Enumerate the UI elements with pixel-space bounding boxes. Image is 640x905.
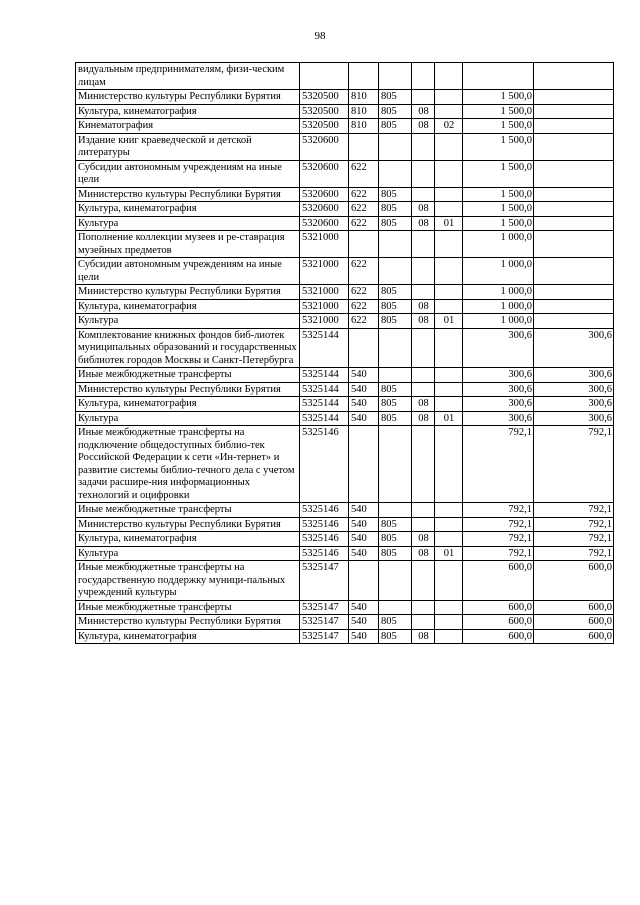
row-name-cell: Пополнение коллекции музеев и ре-ставрация музейных предметов [76,231,300,258]
table-row [76,397,614,412]
ministry-code-cell [379,368,412,383]
federal-amount-cell [534,216,614,231]
ministry-code-cell: 805 [379,285,412,300]
federal-amount-cell: 792,1 [534,517,614,532]
target-code-cell: 5321000 [300,299,349,314]
ministry-code-cell: 805 [379,119,412,134]
section-cell: 08 [412,397,435,412]
subsection-cell: 01 [435,216,463,231]
subsection-cell [435,532,463,547]
amount-cell [463,63,534,90]
expense-type-cell: 540 [349,382,379,397]
row-name-cell: Комплектование книжных фондов биб-лиотек муниципальных образований и государственных библиотек городов Москвы и Санкт-Петербурга [76,328,300,368]
subsection-cell [435,231,463,258]
page-number: 98 [314,30,326,42]
subsection-cell: 01 [435,546,463,561]
section-cell [412,615,435,630]
target-code-cell: 5325147 [300,629,349,644]
subsection-cell [435,426,463,503]
amount-cell: 792,1 [463,503,534,518]
row-name-cell: Культура [76,314,300,329]
federal-amount-cell: 300,6 [534,328,614,368]
amount-cell: 300,6 [463,411,534,426]
section-cell: 08 [412,546,435,561]
subsection-cell: 01 [435,411,463,426]
section-cell: 08 [412,532,435,547]
federal-amount-cell [534,231,614,258]
budget-table [75,62,614,644]
ministry-code-cell [379,258,412,285]
row-name-cell: Иные межбюджетные трансферты на подключение общедоступных библио-тек Российской Федерации к сети «Ин-тернет» и развитие системы библио-течного дела с учетом задачи расшире-ния информационных технологий и оцифровки [76,426,300,503]
federal-amount-cell: 600,0 [534,629,614,644]
row-name-cell: Кинематография [76,119,300,134]
section-cell: 08 [412,104,435,119]
federal-amount-cell [534,104,614,119]
row-name-cell: Культура, кинематография [76,532,300,547]
table-row [76,561,614,601]
ministry-code-cell [379,231,412,258]
target-code-cell: 5321000 [300,231,349,258]
subsection-cell [435,382,463,397]
amount-cell: 1 500,0 [463,104,534,119]
target-code-cell: 5320600 [300,216,349,231]
subsection-cell [435,328,463,368]
expense-type-cell [349,561,379,601]
subsection-cell [435,600,463,615]
expense-type-cell: 540 [349,503,379,518]
expense-type-cell: 810 [349,119,379,134]
amount-cell: 1 000,0 [463,258,534,285]
expense-type-cell: 622 [349,299,379,314]
section-cell [412,187,435,202]
federal-amount-cell: 792,1 [534,426,614,503]
table-row [76,90,614,105]
section-cell [412,328,435,368]
expense-type-cell: 540 [349,368,379,383]
amount-cell: 600,0 [463,615,534,630]
ministry-code-cell [379,63,412,90]
subsection-cell [435,299,463,314]
target-code-cell: 5325146 [300,546,349,561]
subsection-cell: 02 [435,119,463,134]
row-name-cell: Министерство культуры Республики Бурятия [76,517,300,532]
table-row [76,368,614,383]
row-name-cell: Культура [76,411,300,426]
row-name-cell: Министерство культуры Республики Бурятия [76,187,300,202]
section-cell [412,133,435,160]
section-cell [412,231,435,258]
target-code-cell: 5321000 [300,258,349,285]
ministry-code-cell [379,503,412,518]
row-name-cell: Министерство культуры Республики Бурятия [76,90,300,105]
row-name-cell: Субсидии автономным учреждениям на иные цели [76,160,300,187]
expense-type-cell: 540 [349,546,379,561]
target-code-cell [300,63,349,90]
subsection-cell [435,104,463,119]
table-row [76,216,614,231]
federal-amount-cell [534,90,614,105]
amount-cell: 1 500,0 [463,216,534,231]
expense-type-cell: 540 [349,411,379,426]
amount-cell: 792,1 [463,532,534,547]
section-cell [412,63,435,90]
table-row [76,285,614,300]
ministry-code-cell: 805 [379,216,412,231]
table-row [76,160,614,187]
expense-type-cell: 810 [349,104,379,119]
target-code-cell: 5325144 [300,328,349,368]
expense-type-cell: 540 [349,600,379,615]
federal-amount-cell: 600,0 [534,615,614,630]
amount-cell: 1 000,0 [463,299,534,314]
amount-cell: 1 000,0 [463,314,534,329]
federal-amount-cell [534,202,614,217]
federal-amount-cell: 300,6 [534,382,614,397]
ministry-code-cell: 805 [379,104,412,119]
ministry-code-cell [379,328,412,368]
expense-type-cell: 622 [349,202,379,217]
target-code-cell: 5325147 [300,561,349,601]
row-name-cell: Министерство культуры Республики Бурятия [76,285,300,300]
federal-amount-cell [534,285,614,300]
expense-type-cell: 622 [349,285,379,300]
table-body [76,63,614,644]
amount-cell: 600,0 [463,600,534,615]
amount-cell: 792,1 [463,517,534,532]
table-row [76,426,614,503]
table-row [76,104,614,119]
subsection-cell [435,133,463,160]
target-code-cell: 5325146 [300,426,349,503]
expense-type-cell: 540 [349,629,379,644]
expense-type-cell: 622 [349,216,379,231]
row-name-cell: Культура, кинематография [76,299,300,314]
target-code-cell: 5320500 [300,90,349,105]
ministry-code-cell [379,600,412,615]
row-name-cell: Культура [76,546,300,561]
expense-type-cell [349,63,379,90]
amount-cell: 1 000,0 [463,231,534,258]
section-cell: 08 [412,202,435,217]
target-code-cell: 5325144 [300,368,349,383]
federal-amount-cell [534,258,614,285]
amount-cell: 300,6 [463,328,534,368]
row-name-cell: Культура, кинематография [76,104,300,119]
federal-amount-cell: 792,1 [534,503,614,518]
ministry-code-cell: 805 [379,532,412,547]
section-cell [412,368,435,383]
ministry-code-cell [379,160,412,187]
target-code-cell: 5320600 [300,187,349,202]
subsection-cell [435,90,463,105]
table-row [76,382,614,397]
expense-type-cell: 540 [349,397,379,412]
amount-cell: 600,0 [463,629,534,644]
expense-type-cell [349,328,379,368]
table-row [76,629,614,644]
section-cell [412,90,435,105]
federal-amount-cell: 600,0 [534,561,614,601]
expense-type-cell: 622 [349,187,379,202]
target-code-cell: 5325147 [300,615,349,630]
expense-type-cell: 622 [349,314,379,329]
target-code-cell: 5325146 [300,503,349,518]
ministry-code-cell: 805 [379,546,412,561]
federal-amount-cell: 300,6 [534,411,614,426]
target-code-cell: 5321000 [300,314,349,329]
subsection-cell [435,285,463,300]
subsection-cell [435,503,463,518]
amount-cell: 792,1 [463,426,534,503]
row-name-cell: Иные межбюджетные трансферты [76,600,300,615]
amount-cell: 600,0 [463,561,534,601]
section-cell [412,160,435,187]
amount-cell: 300,6 [463,368,534,383]
section-cell [412,382,435,397]
table-row [76,411,614,426]
amount-cell: 1 500,0 [463,90,534,105]
ministry-code-cell: 805 [379,411,412,426]
federal-amount-cell [534,160,614,187]
target-code-cell: 5321000 [300,285,349,300]
ministry-code-cell: 805 [379,299,412,314]
section-cell [412,517,435,532]
table-row [76,517,614,532]
section-cell [412,285,435,300]
section-cell: 08 [412,119,435,134]
subsection-cell [435,258,463,285]
row-name-cell: Культура, кинематография [76,629,300,644]
row-name-cell: Министерство культуры Республики Бурятия [76,382,300,397]
target-code-cell: 5325144 [300,382,349,397]
ministry-code-cell: 805 [379,187,412,202]
section-cell [412,426,435,503]
ministry-code-cell [379,561,412,601]
ministry-code-cell: 805 [379,615,412,630]
section-cell [412,561,435,601]
section-cell: 08 [412,314,435,329]
subsection-cell [435,202,463,217]
table-row [76,328,614,368]
subsection-cell [435,615,463,630]
amount-cell: 300,6 [463,382,534,397]
expense-type-cell: 810 [349,90,379,105]
table-row [76,133,614,160]
table-row [76,299,614,314]
expense-type-cell: 540 [349,517,379,532]
table-row [76,202,614,217]
amount-cell: 792,1 [463,546,534,561]
expense-type-cell: 622 [349,258,379,285]
subsection-cell [435,397,463,412]
ministry-code-cell [379,133,412,160]
target-code-cell: 5320600 [300,202,349,217]
table-row [76,600,614,615]
table-row [76,532,614,547]
target-code-cell: 5320600 [300,133,349,160]
subsection-cell [435,561,463,601]
subsection-cell: 01 [435,314,463,329]
section-cell [412,258,435,285]
subsection-cell [435,368,463,383]
subsection-cell [435,160,463,187]
ministry-code-cell [379,426,412,503]
ministry-code-cell: 805 [379,382,412,397]
row-name-cell: Издание книг краеведческой и детской литературы [76,133,300,160]
federal-amount-cell: 600,0 [534,600,614,615]
federal-amount-cell [534,187,614,202]
table-row [76,231,614,258]
amount-cell: 1 500,0 [463,119,534,134]
table-row [76,615,614,630]
row-name-cell: Культура, кинематография [76,397,300,412]
row-name-cell: Иные межбюджетные трансферты [76,368,300,383]
target-code-cell: 5320600 [300,160,349,187]
subsection-cell [435,629,463,644]
amount-cell: 300,6 [463,397,534,412]
federal-amount-cell: 300,6 [534,397,614,412]
row-name-cell: Иные межбюджетные трансферты на государственную поддержку муници-пальных учреждений культуры [76,561,300,601]
amount-cell: 1 500,0 [463,187,534,202]
target-code-cell: 5325147 [300,600,349,615]
ministry-code-cell: 805 [379,202,412,217]
expense-type-cell: 540 [349,615,379,630]
target-code-cell: 5325146 [300,517,349,532]
expense-type-cell [349,133,379,160]
ministry-code-cell: 805 [379,517,412,532]
table-row [76,314,614,329]
table-row [76,63,614,90]
target-code-cell: 5325144 [300,411,349,426]
federal-amount-cell: 300,6 [534,368,614,383]
row-name-cell: Иные межбюджетные трансферты [76,503,300,518]
target-code-cell: 5325146 [300,532,349,547]
federal-amount-cell [534,119,614,134]
federal-amount-cell [534,299,614,314]
amount-cell: 1 500,0 [463,202,534,217]
subsection-cell [435,517,463,532]
section-cell: 08 [412,411,435,426]
federal-amount-cell [534,133,614,160]
amount-cell: 1 000,0 [463,285,534,300]
federal-amount-cell: 792,1 [534,532,614,547]
section-cell: 08 [412,299,435,314]
row-name-cell: видуальным предпринимателям, физи-ческим лицам [76,63,300,90]
target-code-cell: 5325144 [300,397,349,412]
table-row [76,258,614,285]
table-row [76,119,614,134]
expense-type-cell: 540 [349,532,379,547]
amount-cell: 1 500,0 [463,133,534,160]
table-row [76,503,614,518]
expense-type-cell [349,231,379,258]
section-cell: 08 [412,629,435,644]
ministry-code-cell: 805 [379,314,412,329]
federal-amount-cell [534,314,614,329]
row-name-cell: Субсидии автономным учреждениям на иные цели [76,258,300,285]
section-cell [412,600,435,615]
federal-amount-cell [534,63,614,90]
amount-cell: 1 500,0 [463,160,534,187]
section-cell: 08 [412,216,435,231]
expense-type-cell [349,426,379,503]
subsection-cell [435,63,463,90]
target-code-cell: 5320500 [300,104,349,119]
ministry-code-cell: 805 [379,397,412,412]
ministry-code-cell: 805 [379,90,412,105]
table-row [76,546,614,561]
table-row [76,187,614,202]
subsection-cell [435,187,463,202]
section-cell [412,503,435,518]
row-name-cell: Министерство культуры Республики Бурятия [76,615,300,630]
ministry-code-cell: 805 [379,629,412,644]
expense-type-cell: 622 [349,160,379,187]
target-code-cell: 5320500 [300,119,349,134]
federal-amount-cell: 792,1 [534,546,614,561]
row-name-cell: Культура [76,216,300,231]
row-name-cell: Культура, кинематография [76,202,300,217]
